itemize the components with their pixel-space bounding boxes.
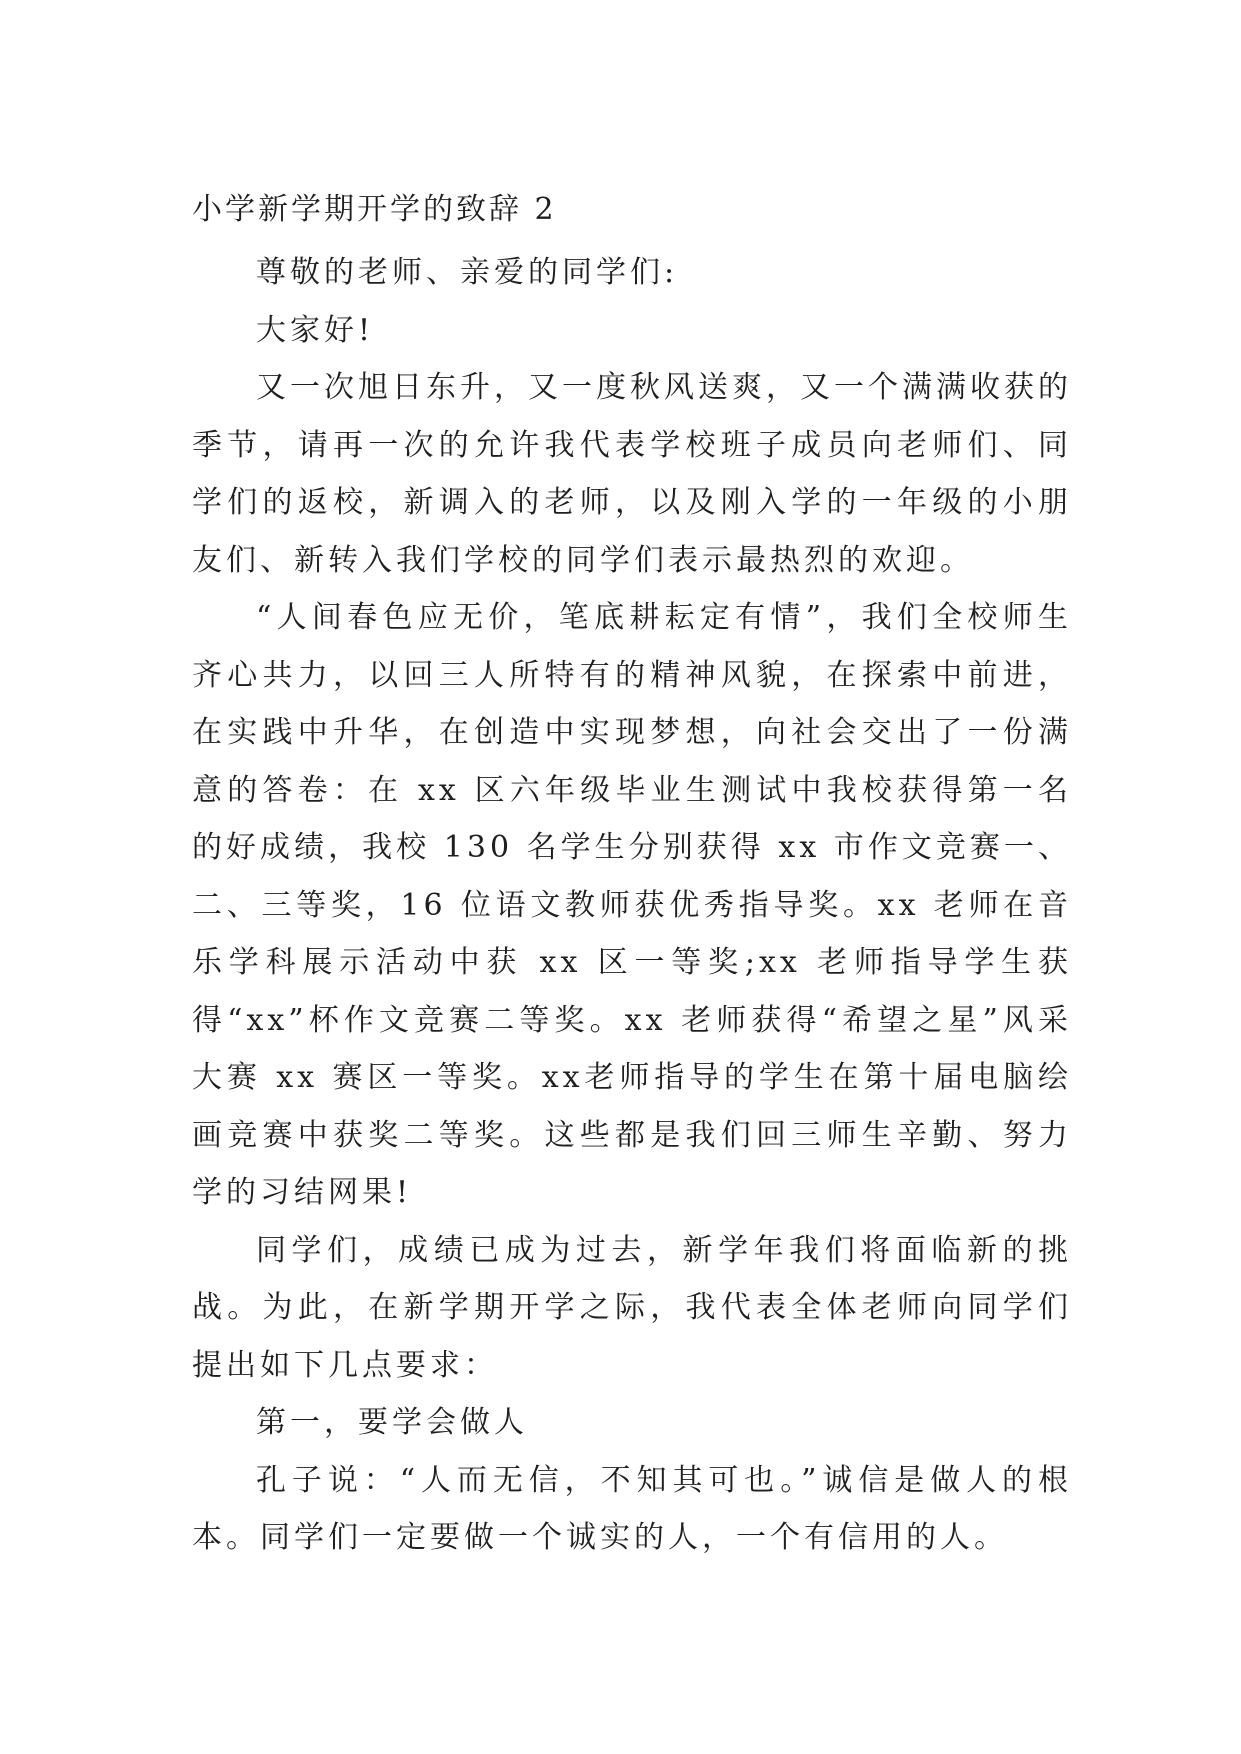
salutation-paragraph: 尊敬的老师、亲爱的同学们: [256, 255, 679, 290]
achievements-paragraph: “人间春色应无价，笔底耕耘定有情”，我们全校师生齐心共力，以回三人所特有的精神风貌，在探索中前进，在实践中升华，在创造中实现梦想，向社会交出了一份满意的答卷：在 xx 区六年级毕业生测试中我校获得第一名的好成绩，我校 130 名学生分别获得 xx 市作文竞赛一、二、三等奖，16 位语文教师获优秀指导奖。xx 老师在音乐学科展示活动中获 xx 区一等奖;xx 老师指导学生获得“xx”杯作文竞赛二等奖。xx 老师获得“希望之星”风采大赛 xx 赛区一等奖。xx老师指导的学生在第十届电脑绘画竞赛中获奖二等奖。这些都是我们回三师生辛勤、努力学的习结网果! [192, 600, 1072, 1210]
document-page [192, 192, 1072, 1567]
first-requirement-heading: 第一，要学会做人 [256, 1405, 528, 1440]
greeting-paragraph: 大家好! [256, 312, 375, 348]
welcome-paragraph: 又一次旭日东升，又一度秋风送爽，又一个满满收获的季节，请再一次的允许我代表学校班子成员向老师们、同学们的返校，新调入的老师，以及刚入学的一年级的小朋友们、新转入我们学校的同学们表示最热烈的欢迎。 [192, 370, 1072, 578]
honesty-paragraph: 孔子说：“人而无信，不知其可也。”诚信是做人的根本。同学们一定要做一个诚实的人，一个有信用的人。 [192, 1462, 1072, 1555]
document-title: 小学新学期开学的致辞 2 [192, 192, 557, 227]
requirements-intro-paragraph: 同学们，成绩已成为过去，新学年我们将面临新的挑战。为此，在新学期开学之际，我代表全体老师向同学们提出如下几点要求： [192, 1232, 1072, 1383]
